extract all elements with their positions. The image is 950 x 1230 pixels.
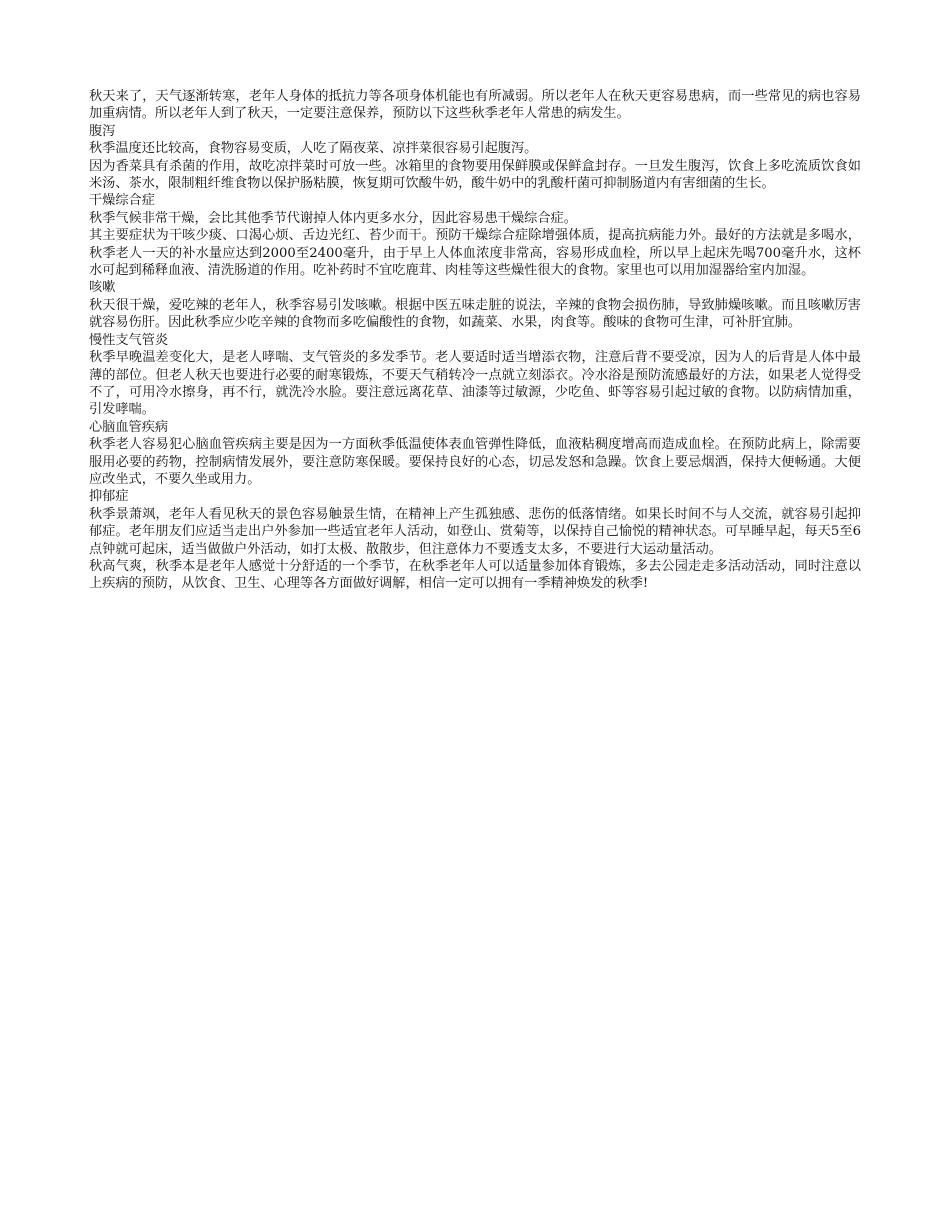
section-heading-depression: 抑郁症 (89, 489, 129, 505)
section-paragraph: 秋季老人容易犯心脑血管疾病主要是因为一方面秋季低温使体表血管弹性降低，血液粘稠度增高而造成血栓。在预防此病上，除需要服用必要的药物，控制病情发展外，要注意防寒保暖。要保持良好的心态，切忌发怒和急躁。饮食上要忌烟酒，保持大便畅通。大便应改坐式，不要久坐或用力。 (89, 437, 861, 487)
section-heading-diarrhea: 腹泻 (89, 123, 116, 139)
intro-paragraph: 秋天来了，天气逐渐转寒，老年人身体的抵抗力等各项身体机能也有所减弱。所以老年人在秋天更容易患病，而一些常见的病也容易加重病情。所以老年人到了秋天，一定要注意保养，预防以下这些秋季老年人常患的病发生。 (89, 89, 861, 122)
section-paragraph: 其主要症状为干咳少痰、口渴心烦、舌边光红、苔少而干。预防干燥综合症除增强体质，提高抗病能力外。最好的方法就是多喝水，秋季老人一天的补水量应达到2000至2400毫升，由于早上人体血浓度非常高，容易形成血栓，所以早上起床先喝700毫升水，这杯水可起到稀释血液、清洗肠道的作用。吃补药时不宜吃鹿茸、肉桂等这些燥性很大的食物。家里也可以用加湿器给室内加湿。 (89, 228, 861, 279)
section-paragraph: 秋季气候非常干燥，会比其他季节代谢掉人体内更多水分，因此容易患干燥综合症。 (89, 210, 577, 226)
section-heading-bronchitis: 慢性支气管炎 (89, 332, 169, 348)
section-paragraph: 秋季景萧飒，老年人看见秋天的景色容易触景生情，在精神上产生孤独感、悲伤的低落情绪。如果长时间不与人交流，就容易引起抑郁症。老年朋友们应适当走出户外参加一些适宜老年人活动，如登山、赏菊等，以保持自己愉悦的精神状态。可早睡早起，每天5至6点钟就可起床，适当做做户外活动，如打太极、散散步，但注意体力不要透支太多，不要进行大运动量活动。 (89, 506, 861, 557)
section-paragraph: 秋季早晚温差变化大，是老人哮喘、支气管炎的多发季节。老人要适时适当增添衣物，注意后背不要受凉，因为人的后背是人体中最薄的部位。但老人秋天也要进行必要的耐寒锻炼，不要天气稍转冷一点就立刻添衣。冷水浴是预防流感最好的方法，如果老人觉得受不了，可用冷水擦身，再不行，就洗冷水脸。要注意远离花草、油漆等过敏源，少吃鱼、虾等容易引起过敏的食物。以防病情加重，引发哮喘。 (89, 350, 861, 418)
section-paragraph: 秋季温度还比较高，食物容易变质，人吃了隔夜菜、凉拌菜很容易引起腹泻。 (89, 141, 538, 157)
section-paragraph: 秋天很干燥，爱吃辣的老年人，秋季容易引发咳嗽。根据中医五味走脏的说法，辛辣的食物会损伤肺，导致肺燥咳嗽。而且咳嗽厉害就容易伤肝。因此秋季应少吃辛辣的食物而多吃偏酸性的食物，如蔬菜、水果，肉食等。酸味的食物可生津，可补肝宜肺。 (89, 297, 861, 331)
section-heading-cough: 咳嗽 (89, 280, 116, 296)
section-heading-dryness: 干燥综合症 (89, 193, 155, 209)
article-body (89, 88, 861, 593)
section-heading-cardiovascular: 心脑血管疾病 (89, 419, 169, 435)
section-paragraph: 因为香菜具有杀菌的作用，故吃凉拌菜时可放一些。冰箱里的食物要用保鲜膜或保鲜盒封存。一旦发生腹泻，饮食上多吃流质饮食如米汤、茶水，限制粗纤维食物以保护肠粘膜，恢复期可饮酸牛奶，酸牛奶中的乳酸杆菌可抑制肠道内有害细菌的生长。 (89, 158, 861, 192)
conclusion-paragraph: 秋高气爽，秋季本是老年人感觉十分舒适的一个季节，在秋季老年人可以适量参加体育锻炼，多去公园走走多活动活动，同时注意以上疾病的预防，从饮食、卫生、心理等各方面做好调解，相信一定可以拥有一季精神焕发的秋季! (89, 558, 861, 592)
